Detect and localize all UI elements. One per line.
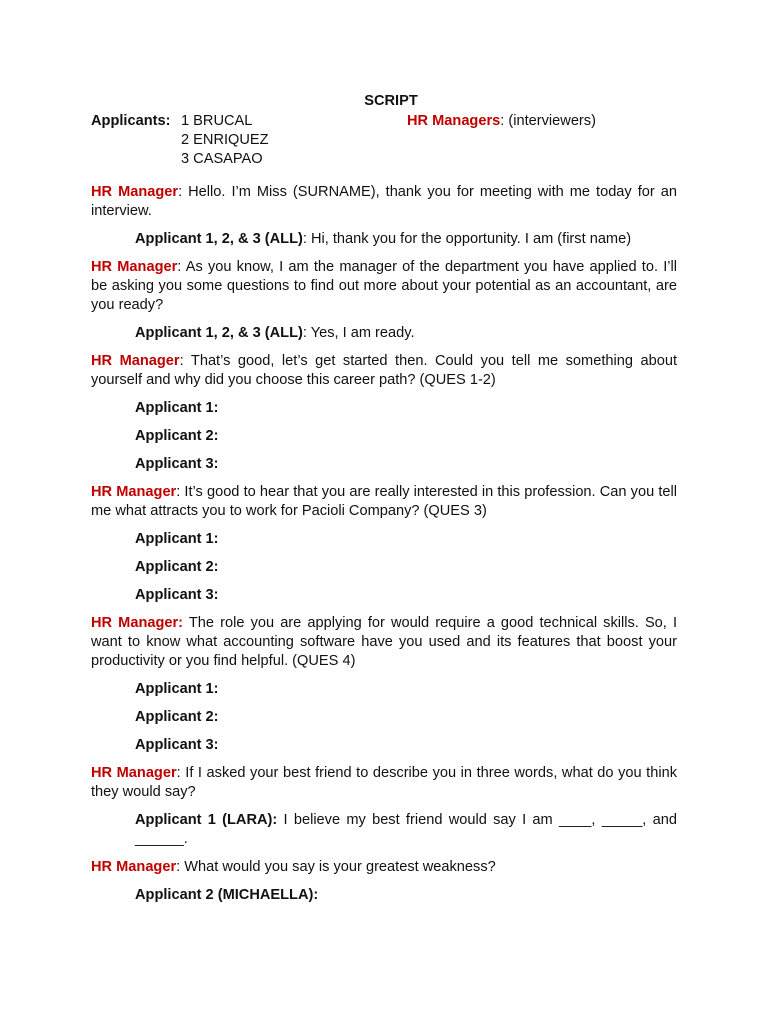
applicant-line bbox=[91, 455, 677, 474]
script-header bbox=[91, 112, 677, 168]
applicant-entry: 3 CASAPAO bbox=[181, 151, 263, 167]
dialogue-text: : If I asked your best friend to describe you in three words, what do you think they would say? bbox=[91, 765, 677, 800]
page-title: SCRIPT bbox=[364, 93, 418, 109]
speaker-label: HR Manager bbox=[91, 184, 179, 200]
speaker-label: HR Manager bbox=[91, 859, 177, 875]
applicant-line bbox=[91, 811, 677, 849]
speaker-label: HR Manager bbox=[91, 353, 180, 369]
hr-managers-label: HR Managers bbox=[407, 113, 501, 129]
applicant-line bbox=[91, 427, 677, 446]
speaker-label: Applicant 3: bbox=[135, 456, 219, 472]
dialogue-text: : Hello. I’m Miss (SURNAME), thank you for meeting with me today for an interview. bbox=[91, 184, 677, 219]
applicant-line bbox=[91, 586, 677, 605]
speaker-label: Applicant 3: bbox=[135, 737, 219, 753]
hr-manager-line bbox=[91, 764, 677, 802]
applicants-list bbox=[181, 112, 269, 169]
applicant-line bbox=[91, 530, 677, 549]
speaker-label: HR Manager bbox=[91, 484, 177, 500]
hr-manager-line bbox=[91, 483, 677, 521]
dialogue-text: : Yes, I am ready. bbox=[302, 325, 415, 341]
applicant-line bbox=[91, 558, 677, 577]
speaker-label: Applicant 2: bbox=[135, 559, 219, 575]
speaker-label: Applicant 1 (LARA): bbox=[135, 812, 278, 828]
applicant-line bbox=[91, 399, 677, 418]
hr-managers-note: : (interviewers) bbox=[500, 113, 596, 129]
applicant-entry: 2 ENRIQUEZ bbox=[181, 132, 269, 148]
hr-managers-heading bbox=[407, 112, 596, 131]
hr-manager-line bbox=[91, 183, 677, 221]
speaker-label: Applicant 2 (MICHAELLA): bbox=[135, 887, 319, 903]
speaker-label: HR Manager: bbox=[91, 615, 184, 631]
speaker-label: Applicant 1: bbox=[135, 400, 219, 416]
dialogue-text: : As you know, I am the manager of the department you have applied to. I’ll be asking you some questions to find out more about your potential as an accountant, are you ready? bbox=[91, 259, 677, 313]
applicant-line bbox=[91, 324, 677, 343]
applicant-line bbox=[91, 680, 677, 699]
applicant-entry: 1 BRUCAL bbox=[181, 113, 253, 129]
applicant-line bbox=[91, 230, 677, 249]
speaker-label: Applicant 1: bbox=[135, 681, 219, 697]
dialogue-text: : Hi, thank you for the opportunity. I am (first name) bbox=[302, 231, 632, 247]
applicant-line bbox=[91, 886, 677, 905]
dialogue bbox=[91, 183, 677, 905]
dialogue-text: : What would you say is your greatest weakness? bbox=[176, 859, 496, 875]
hr-manager-line bbox=[91, 258, 677, 315]
speaker-label: Applicant 2: bbox=[135, 428, 219, 444]
applicant-line bbox=[91, 736, 677, 755]
hr-manager-line bbox=[91, 614, 677, 671]
dialogue-text: : That’s good, let’s get started then. Could you tell me something about yourself and why did you choose this career path? (QUES 1-2) bbox=[91, 353, 677, 388]
document-page bbox=[91, 92, 677, 905]
speaker-label: Applicant 1, 2, & 3 (ALL) bbox=[135, 231, 303, 247]
dialogue-text: The role you are applying for would require a good technical skills. So, I want to know what accounting software have you used and its features that boost your productivity or you find helpful. (QUES 4) bbox=[91, 615, 677, 669]
hr-manager-line bbox=[91, 858, 677, 877]
dialogue-text: I believe my best friend would say I am ____, _____, and ______. bbox=[135, 812, 677, 847]
speaker-label: HR Manager bbox=[91, 765, 177, 781]
applicants-label: Applicants: bbox=[91, 113, 171, 129]
speaker-label: Applicant 1, 2, & 3 (ALL) bbox=[135, 325, 303, 341]
speaker-label: HR Manager bbox=[91, 259, 178, 275]
speaker-label: Applicant 2: bbox=[135, 709, 219, 725]
speaker-label: Applicant 3: bbox=[135, 587, 219, 603]
hr-manager-line bbox=[91, 352, 677, 390]
speaker-label: Applicant 1: bbox=[135, 531, 219, 547]
applicant-line bbox=[91, 708, 677, 727]
dialogue-text: : It’s good to hear that you are really interested in this profession. Can you tell me what attracts you to work for Pacioli Company? (QUES 3) bbox=[91, 484, 677, 519]
